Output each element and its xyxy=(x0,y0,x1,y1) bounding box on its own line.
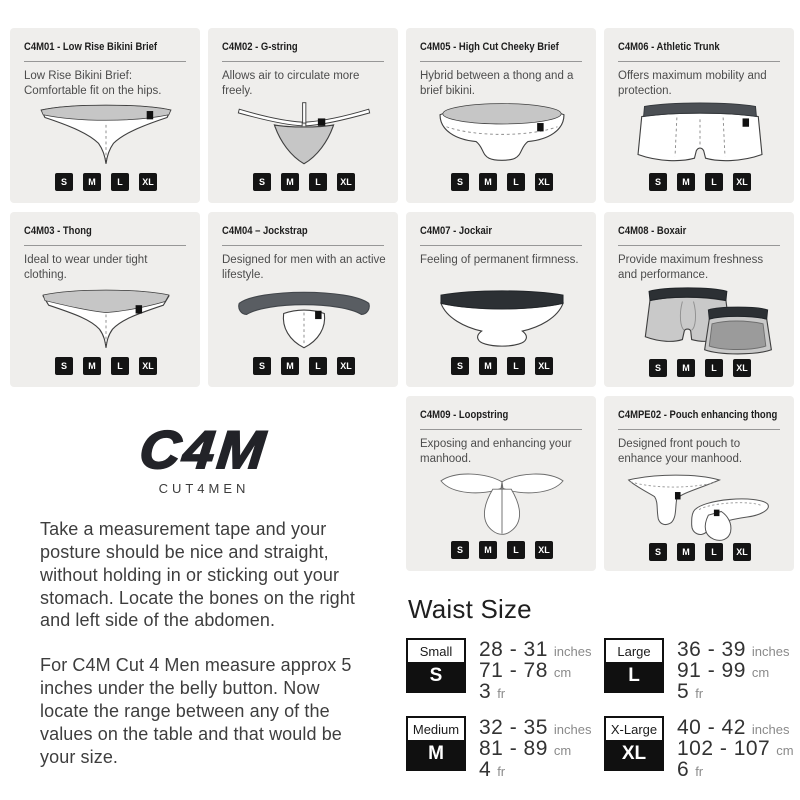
size-badge-s: S xyxy=(253,357,271,375)
inches-value: 28 - 31 xyxy=(479,638,548,661)
inches-value: 40 - 42 xyxy=(677,716,746,739)
size-badge-l: L xyxy=(705,543,723,561)
size-box-small xyxy=(406,638,466,693)
fr-unit: fr xyxy=(695,686,704,701)
size-measurements xyxy=(479,638,591,701)
fr-unit: fr xyxy=(497,686,506,701)
size-badge-xl: XL xyxy=(337,357,355,375)
product-card-c4mpe02 xyxy=(604,396,794,571)
size-badges xyxy=(24,357,188,377)
measurement-instructions-2: For C4M Cut 4 Men measure approx 5 inches under the belly button. Now locate the range between any of the values on the table and that would be your size. xyxy=(40,655,352,767)
inches-unit: inches xyxy=(751,644,790,659)
fr-value: 4 xyxy=(479,758,492,781)
size-badge-xl: XL xyxy=(535,357,553,375)
fr-unit: fr xyxy=(695,764,704,779)
product-title: C4M06 - Athletic Trunk xyxy=(618,41,720,53)
size-badge-s: S xyxy=(649,359,667,377)
waist-size-entry-medium xyxy=(406,716,604,779)
size-badges xyxy=(420,173,584,193)
product-description: Hybrid between a thong and a brief bikini. xyxy=(420,70,574,97)
size-badge-l: L xyxy=(705,359,723,377)
waist-size-heading: Waist Size xyxy=(408,594,532,624)
size-name: X-Large xyxy=(606,718,662,740)
inches-unit: inches xyxy=(751,722,790,737)
cm-value: 81 - 89 xyxy=(479,737,548,760)
size-badge-l: L xyxy=(111,173,129,191)
product-description: Exposing and enhancing your manhood. xyxy=(420,438,572,465)
waist-size-entry-xlarge xyxy=(604,716,794,779)
jockair-illustration xyxy=(420,283,584,357)
jockstrap-illustration xyxy=(222,283,386,357)
size-badge-s: S xyxy=(649,173,667,191)
size-badges xyxy=(420,541,584,561)
size-badge-l: L xyxy=(309,173,327,191)
size-badge-l: L xyxy=(705,173,723,191)
product-card-c4m05 xyxy=(406,28,596,203)
size-badges xyxy=(420,357,584,377)
waist-size-table xyxy=(406,638,794,779)
size-badges xyxy=(222,173,386,193)
product-title: C4MPE02 - Pouch enhancing thong xyxy=(618,409,778,421)
size-badges xyxy=(24,173,188,193)
cm-value: 102 - 107 xyxy=(677,737,771,760)
inches-value: 32 - 35 xyxy=(479,716,548,739)
product-description: Offers maximum mobility and protection. xyxy=(618,70,767,97)
size-badges xyxy=(222,357,386,377)
loopstring-illustration xyxy=(420,467,584,541)
athletic-trunk-illustration xyxy=(618,99,782,173)
size-badge-l: L xyxy=(309,357,327,375)
product-description: Low Rise Bikini Brief: Comfortable fit on the hips. xyxy=(24,70,162,97)
size-badge-l: L xyxy=(507,541,525,559)
cm-value: 71 - 78 xyxy=(479,659,548,682)
size-badge-s: S xyxy=(451,173,469,191)
inches-unit: inches xyxy=(553,644,592,659)
size-letter: M xyxy=(408,740,464,769)
product-description: Feeling of permanent firmness. xyxy=(420,254,579,266)
product-title: C4M04 – Jockstrap xyxy=(222,225,308,237)
size-badge-m: M xyxy=(479,541,497,559)
product-title: C4M01 - Low Rise Bikini Brief xyxy=(24,41,158,53)
size-box-medium xyxy=(406,716,466,771)
size-name: Medium xyxy=(408,718,464,740)
size-badge-m: M xyxy=(479,173,497,191)
size-badges xyxy=(618,359,782,379)
size-badge-m: M xyxy=(281,173,299,191)
size-badge-s: S xyxy=(55,357,73,375)
size-badge-s: S xyxy=(649,543,667,561)
size-badge-s: S xyxy=(451,357,469,375)
size-badge-s: S xyxy=(253,173,271,191)
size-badge-xl: XL xyxy=(139,173,157,191)
size-box-xlarge xyxy=(604,716,664,771)
size-badge-m: M xyxy=(83,357,101,375)
size-badge-m: M xyxy=(281,357,299,375)
product-grid xyxy=(10,28,794,779)
product-title: C4M05 - High Cut Cheeky Brief xyxy=(420,41,559,53)
high-cut-cheeky-brief-illustration xyxy=(420,99,584,173)
size-badge-xl: XL xyxy=(733,359,751,377)
brand-name: CUT4MEN xyxy=(158,481,250,496)
product-title: C4M08 - Boxair xyxy=(618,225,687,237)
product-title: C4M02 - G-string xyxy=(222,41,298,53)
size-measurements xyxy=(677,716,794,779)
product-title: C4M03 - Thong xyxy=(24,225,92,237)
card-divider xyxy=(420,245,582,246)
size-badge-m: M xyxy=(479,357,497,375)
size-name: Small xyxy=(408,640,464,662)
product-description: Allows air to circulate more freely. xyxy=(222,70,360,97)
size-badge-xl: XL xyxy=(337,173,355,191)
size-measurements xyxy=(479,716,591,779)
size-badge-m: M xyxy=(677,543,695,561)
fr-value: 3 xyxy=(479,680,492,703)
low-rise-bikini-brief-illustration xyxy=(24,99,188,173)
card-divider xyxy=(618,245,780,246)
product-card-c4m01 xyxy=(10,28,200,203)
inches-value: 36 - 39 xyxy=(677,638,746,661)
size-badge-m: M xyxy=(677,173,695,191)
size-badge-xl: XL xyxy=(535,541,553,559)
waist-size-entry-large xyxy=(604,638,794,701)
size-badge-s: S xyxy=(55,173,73,191)
boxair-illustration xyxy=(618,283,782,359)
card-divider xyxy=(420,61,582,62)
size-name: Large xyxy=(606,640,662,662)
inches-unit: inches xyxy=(553,722,592,737)
brand-logo xyxy=(10,419,398,496)
size-badge-m: M xyxy=(83,173,101,191)
size-badge-l: L xyxy=(111,357,129,375)
waist-size-section xyxy=(406,580,794,779)
product-title: C4M07 - Jockair xyxy=(420,225,493,237)
card-divider xyxy=(420,429,582,430)
product-card-c4m02 xyxy=(208,28,398,203)
product-card-c4m03 xyxy=(10,212,200,387)
g-string-illustration xyxy=(222,99,386,173)
brand-logo-text: C4M xyxy=(137,419,271,480)
product-description: Provide maximum freshness and performance. xyxy=(618,254,764,281)
size-badge-l: L xyxy=(507,357,525,375)
cm-unit: cm xyxy=(751,665,770,680)
product-card-c4m04 xyxy=(208,212,398,387)
product-card-c4m06 xyxy=(604,28,794,203)
size-badges xyxy=(618,173,782,193)
product-card-c4m07 xyxy=(406,212,596,387)
size-badges xyxy=(618,543,782,563)
cm-unit: cm xyxy=(776,743,794,758)
brand-and-instructions xyxy=(10,396,398,779)
product-card-c4m09 xyxy=(406,396,596,571)
size-box-large xyxy=(604,638,664,693)
cm-value: 91 - 99 xyxy=(677,659,746,682)
product-description: Designed for men with an active lifestyle. xyxy=(222,254,386,281)
fr-value: 6 xyxy=(677,758,690,781)
size-badge-xl: XL xyxy=(535,173,553,191)
cm-unit: cm xyxy=(553,743,572,758)
card-divider xyxy=(618,429,780,430)
fr-unit: fr xyxy=(497,764,506,779)
size-badge-xl: XL xyxy=(733,173,751,191)
pouch-enhancing-thong-illustration xyxy=(618,467,782,543)
card-divider xyxy=(222,61,384,62)
fr-value: 5 xyxy=(677,680,690,703)
product-card-c4m08 xyxy=(604,212,794,387)
card-divider xyxy=(24,61,186,62)
cm-unit: cm xyxy=(553,665,572,680)
product-title: C4M09 - Loopstring xyxy=(420,409,509,421)
size-badge-s: S xyxy=(451,541,469,559)
card-divider xyxy=(24,245,186,246)
measurement-instructions-1: Take a measurement tape and your posture should be nice and straight, without holding in or sticking out your stomach. Locate the bones on the right and left side of the abdomen. xyxy=(40,519,356,631)
size-letter: L xyxy=(606,662,662,691)
waist-size-entry-small xyxy=(406,638,604,701)
size-letter: XL xyxy=(606,740,662,769)
size-letter: S xyxy=(408,662,464,691)
size-measurements xyxy=(677,638,789,701)
card-divider xyxy=(222,245,384,246)
size-badge-xl: XL xyxy=(733,543,751,561)
card-divider xyxy=(618,61,780,62)
thong-illustration xyxy=(24,283,188,357)
size-badge-m: M xyxy=(677,359,695,377)
product-description: Designed front pouch to enhance your manhood. xyxy=(618,438,743,465)
product-description: Ideal to wear under tight clothing. xyxy=(24,254,148,281)
size-badge-xl: XL xyxy=(139,357,157,375)
size-badge-l: L xyxy=(507,173,525,191)
